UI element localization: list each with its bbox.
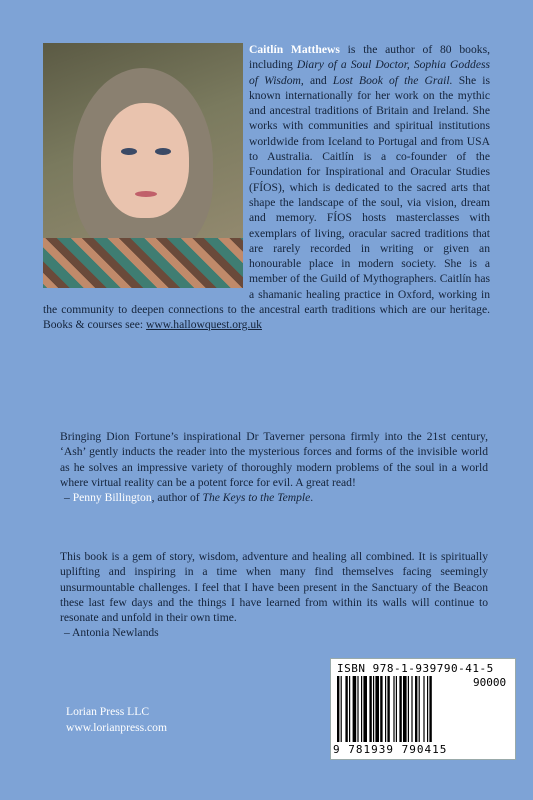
isbn-label: ISBN 978-1-939790-41-5 (337, 662, 494, 675)
barcode-bar (380, 676, 382, 742)
barcode-bar (369, 676, 371, 742)
reviewer-name: Penny Billington (72, 491, 152, 505)
publisher-url[interactable]: www.lorianpress.com (66, 721, 167, 734)
reviewer-name: – Antonia Newlands (64, 626, 159, 640)
barcode-bars (337, 676, 469, 742)
barcode-bar (353, 676, 357, 742)
barcode-bar (341, 676, 342, 742)
book-title: Lost Book of the Grail. (332, 73, 453, 87)
author-name: Caitlín Matthews (249, 43, 340, 56)
price-code: 90000 (473, 676, 507, 689)
book-title: The Keys to the Temple (202, 491, 311, 505)
review-newlands (60, 549, 488, 641)
author-bio: Caitlín Matthews is the author of 80 books, including Diary of a Soul Doctor, Sophia Goddess of Wisdom, and Lost Book of the Grail. She is known internationally for her work on the mythic and ancestral traditions of Britain and Ireland. She works with communities and spiritual institutions worldwide from Iceland to Portugal and from USA to Australia. Caitlín is a co-founder of the Foundation for Inspirational and Oracular Studies (FÍOS), which is dedicated to the sacred arts that shape the landscape of the soul, via vision, dream and memory. FÍOS hosts masterclasses with exemplars of living, oracular sacred traditions that are rarely recorded in writing or given an honourable place in modern society. She is a member of the Guild of Mythographers. Caitlín has a shamanic healing practice in Oxford, working in the community to deepen connections to the ancestral earth traditions which are our heritage. Books & courses see: www.hallowquest.org.uk (43, 43, 490, 332)
barcode-bar (411, 676, 412, 742)
website-link[interactable]: www.hallowquest.org.uk (146, 318, 262, 332)
barcode-bar (429, 676, 431, 742)
publisher-info (66, 704, 167, 736)
barcode-bar (396, 676, 397, 742)
barcode-bar (373, 676, 374, 742)
book-title: Diary of a Soul Doctor, Sophia Goddess of Wisdom, (249, 58, 490, 87)
barcode-bar (337, 676, 339, 742)
barcode-bar (357, 676, 358, 742)
barcode-bar (363, 676, 367, 742)
review-billington (60, 429, 488, 505)
review-text: This book is a gem of story, wisdom, adventure and healing all combined. It is spiritually uplifting and inspiring in a time when many find themselves facing seemingly unsurmountable challenges. I feel that I have been present in the Sanctuary of the Beacon these last few days and the things I have learned from within its walls will continue to resonate and unfold in their own time. (60, 550, 488, 625)
barcode-bar (419, 676, 420, 742)
barcode-bar (427, 676, 428, 742)
isbn-barcode (330, 658, 516, 760)
barcode-bar (345, 676, 347, 742)
publisher-name: Lorian Press LLC (66, 705, 150, 718)
barcode-bar (385, 676, 386, 742)
barcode-bar (361, 676, 362, 742)
barcode-bar (349, 676, 350, 742)
barcode-bar (393, 676, 394, 742)
barcode-bar (415, 676, 417, 742)
barcode-bar (387, 676, 389, 742)
barcode-bar (403, 676, 407, 742)
review-text: Bringing Dion Fortune’s inspirational Dr Taverner persona firmly into the 21st century, ‘Ash’ gently inducts the reader into the mysterious forces and forms of the invisible world as he solves an impressive variety of thoroughly modern problems of the soul in a world where virtual reality can be a potent force for evil. A great read! (60, 430, 488, 489)
barcode-bar (375, 676, 379, 742)
barcode-bar (408, 676, 409, 742)
barcode-digits: 9 781939 790415 (333, 743, 448, 756)
barcode-bar (399, 676, 401, 742)
review-attribution: – Penny Billington, author of The Keys to the Temple. (64, 491, 314, 505)
barcode-bar (423, 676, 424, 742)
